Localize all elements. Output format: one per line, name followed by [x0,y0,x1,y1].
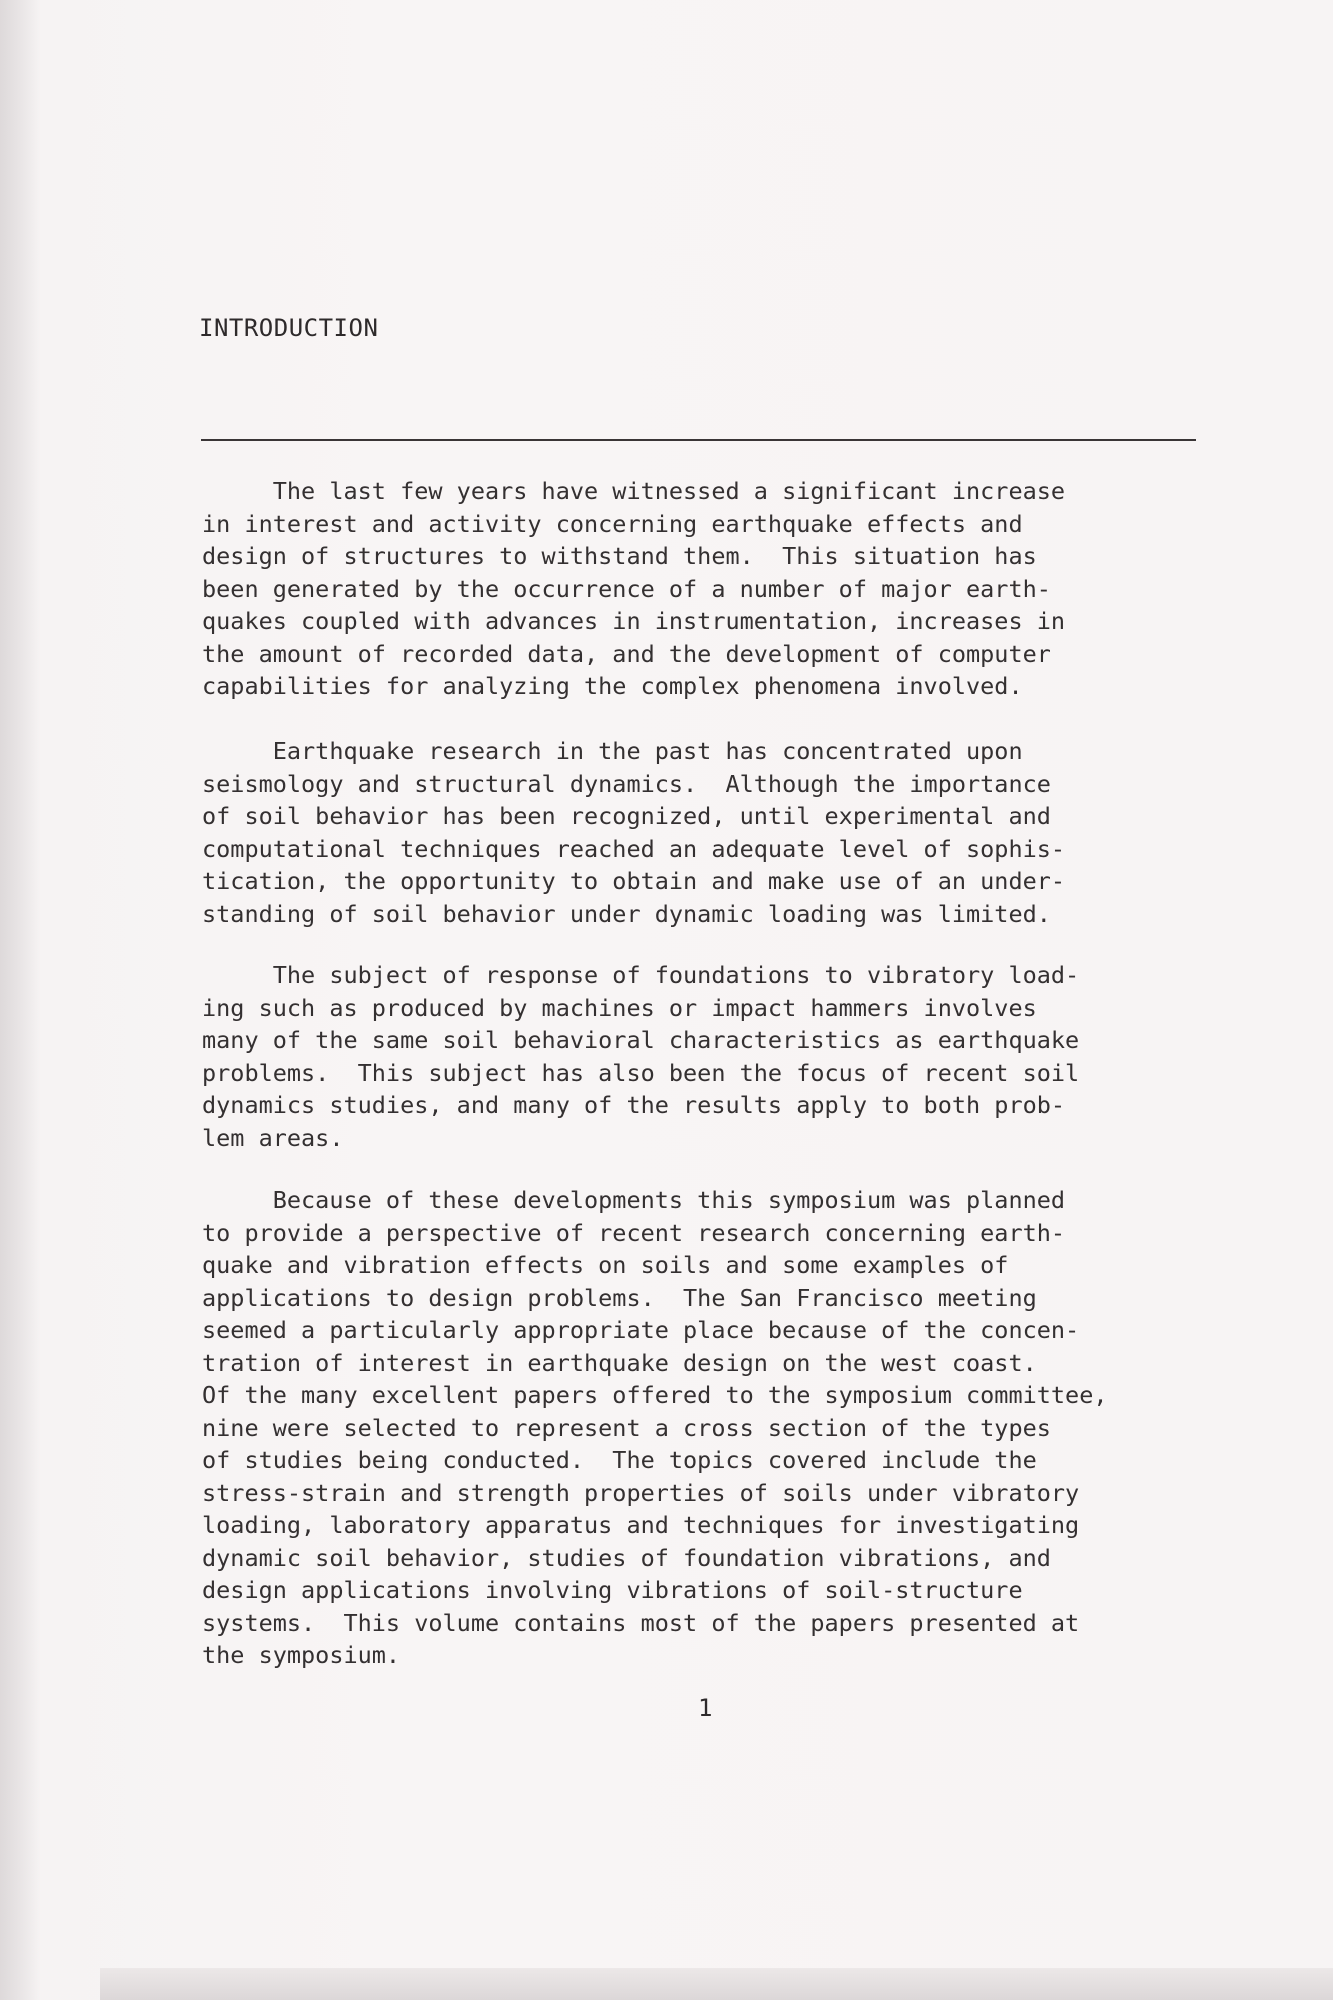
paragraph-line: in interest and activity concerning earthquake effects and [202,509,1023,538]
paragraph-line: Of the many excellent papers offered to the symposium committee, [202,1381,1108,1409]
page-binding-shadow [0,0,40,2000]
paragraph-line: applications to design problems. The San Francisco meeting [202,1283,1037,1312]
paragraph-line: dynamics studies, and many of the results apply to both prob- [202,1091,1066,1119]
paragraph-line: design applications involving vibrations of soil-structure [202,1576,1023,1604]
paragraph-4 [202,1184,1222,1672]
paragraph-line: of studies being conducted. The topics covered include the [202,1446,1037,1474]
page-bottom-edge [100,1968,1333,2000]
paragraph-line: the symposium. [202,1641,401,1669]
paragraph-line: systems. This volume contains most of the papers presented at [202,1608,1080,1637]
paragraph-line: many of the same soil behavioral characteristics as earthquake [202,1026,1080,1054]
paragraph-2 [202,735,1222,930]
paragraph-line: capabilities for analyzing the complex phenomena involved. [202,672,1023,700]
section-heading: INTRODUCTION [199,314,379,342]
paragraph-line: Earthquake research in the past has concentrated upon [202,737,1023,765]
paragraph-line: standing of soil behavior under dynamic loading was limited. [202,899,1051,928]
paragraph-line: design of structures to withstand them. This situation has [202,542,1037,570]
paragraph-line: to provide a perspective of recent research concerning earth- [202,1218,1066,1247]
paragraph-line: problems. This subject has also been the focus of recent soil [202,1058,1080,1087]
paragraph-line: Because of these developments this symposium was planned [202,1186,1066,1214]
paragraph-line: been generated by the occurrence of a number of major earth- [202,574,1051,603]
paragraph-line: quakes coupled with advances in instrumentation, increases in [202,607,1066,635]
paragraph-line: quake and vibration effects on soils and some examples of [202,1251,1009,1279]
paragraph-line: tration of interest in earthquake design on the west coast. [202,1348,1037,1377]
paragraph-line: of soil behavior has been recognized, until experimental and [202,802,1051,830]
paragraph-line: ing such as produced by machines or impact hammers involves [202,993,1037,1022]
paragraph-line: nine were selected to represent a cross section of the types [202,1413,1051,1442]
heading-underline-rule [201,439,1196,441]
page-number: 1 [698,1694,713,1722]
paragraph-line: seismology and structural dynamics. Although the importance [202,769,1051,798]
paragraph-line: computational techniques reached an adequate level of sophis- [202,834,1066,863]
paragraph-3 [202,959,1222,1154]
paragraph-line: stress-strain and strength properties of soils under vibratory [202,1478,1080,1507]
paragraph-1 [202,475,1222,703]
paragraph-line: lem areas. [202,1123,344,1152]
paragraph-line: tication, the opportunity to obtain and make use of an under- [202,867,1066,895]
paragraph-line: seemed a particularly appropriate place because of the concen- [202,1316,1080,1344]
paragraph-line: loading, laboratory apparatus and techniques for investigating [202,1511,1080,1539]
paragraph-line: dynamic soil behavior, studies of foundation vibrations, and [202,1543,1051,1572]
paragraph-line: The last few years have witnessed a significant increase [202,477,1066,505]
paragraph-line: The subject of response of foundations to vibratory load- [202,961,1080,989]
paragraph-line: the amount of recorded data, and the development of computer [202,639,1051,668]
